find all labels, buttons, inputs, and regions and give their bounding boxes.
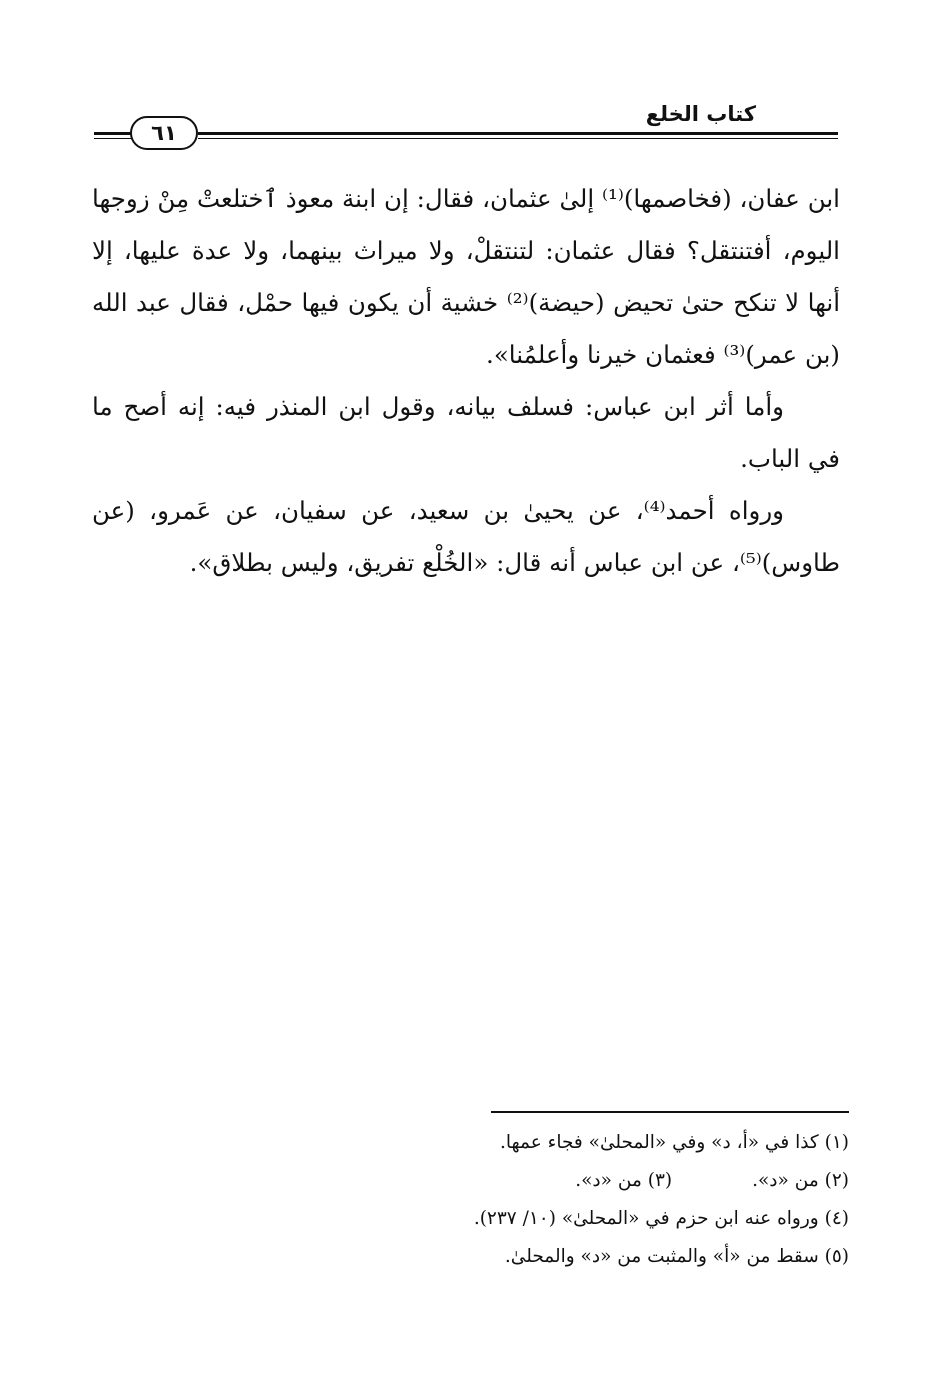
footnote-1: (١) كذا في «أ، د» وفي «المحلىٰ» فجاء عمها.	[499, 1132, 849, 1153]
footnotes	[149, 1124, 849, 1276]
book-title: كتاب الخلع	[645, 102, 756, 126]
paragraph-3: ورواه أحمد⁽⁴⁾، عن يحيىٰ بن سعيد، عن سفيان، عن عَمرو، (عن طاوس)⁽⁵⁾، عن ابن عباس أنه قال: «الخُلْع تفريق، وليس بطلاق».	[92, 496, 840, 577]
header-rule-left-thick	[94, 132, 134, 135]
paragraph-2: وأما أثر ابن عباس: فسلف بيانه، وقول ابن المنذر فيه: إنه أصح ما في الباب.	[92, 392, 840, 473]
footnote-5: (٥) سقط من «أ» والمثبت من «د» والمحلىٰ.	[504, 1246, 849, 1267]
header-rule-thin	[198, 138, 838, 139]
main-text	[92, 173, 840, 589]
footnote-row-2-3	[149, 1162, 849, 1200]
footnote-2: (٢) من «د».	[752, 1170, 849, 1191]
page-header	[90, 98, 838, 158]
header-rule-thick	[198, 132, 838, 135]
paragraph-1: ابن عفان، (فخاصمها)⁽¹⁾ إلىٰ عثمان، فقال: إن ابنة معوذ ٱختلعتْ مِنْ زوجها اليوم، أفتنتقل؟ فقال عثمان: لتنتقلْ، ولا ميراث بينهما، ولا عدة عليها، إلا أنها لا تنكح حتىٰ تحيض (حيضة)⁽²⁾ خشية أن يكون فيها حمْل، فقال عبد الله (بن عمر)⁽³⁾ فعثمان خيرنا وأعلمُنا».	[92, 184, 840, 369]
footnote-4: (٤) ورواه عنه ابن حزم في «المحلىٰ» (١٠/ ٢٣٧).	[473, 1208, 849, 1229]
footnote-3: (٣) من «د».	[575, 1170, 673, 1191]
footnote-separator	[491, 1111, 849, 1113]
page-number: ٦١	[130, 116, 198, 150]
header-rule-left-thin	[94, 138, 134, 139]
